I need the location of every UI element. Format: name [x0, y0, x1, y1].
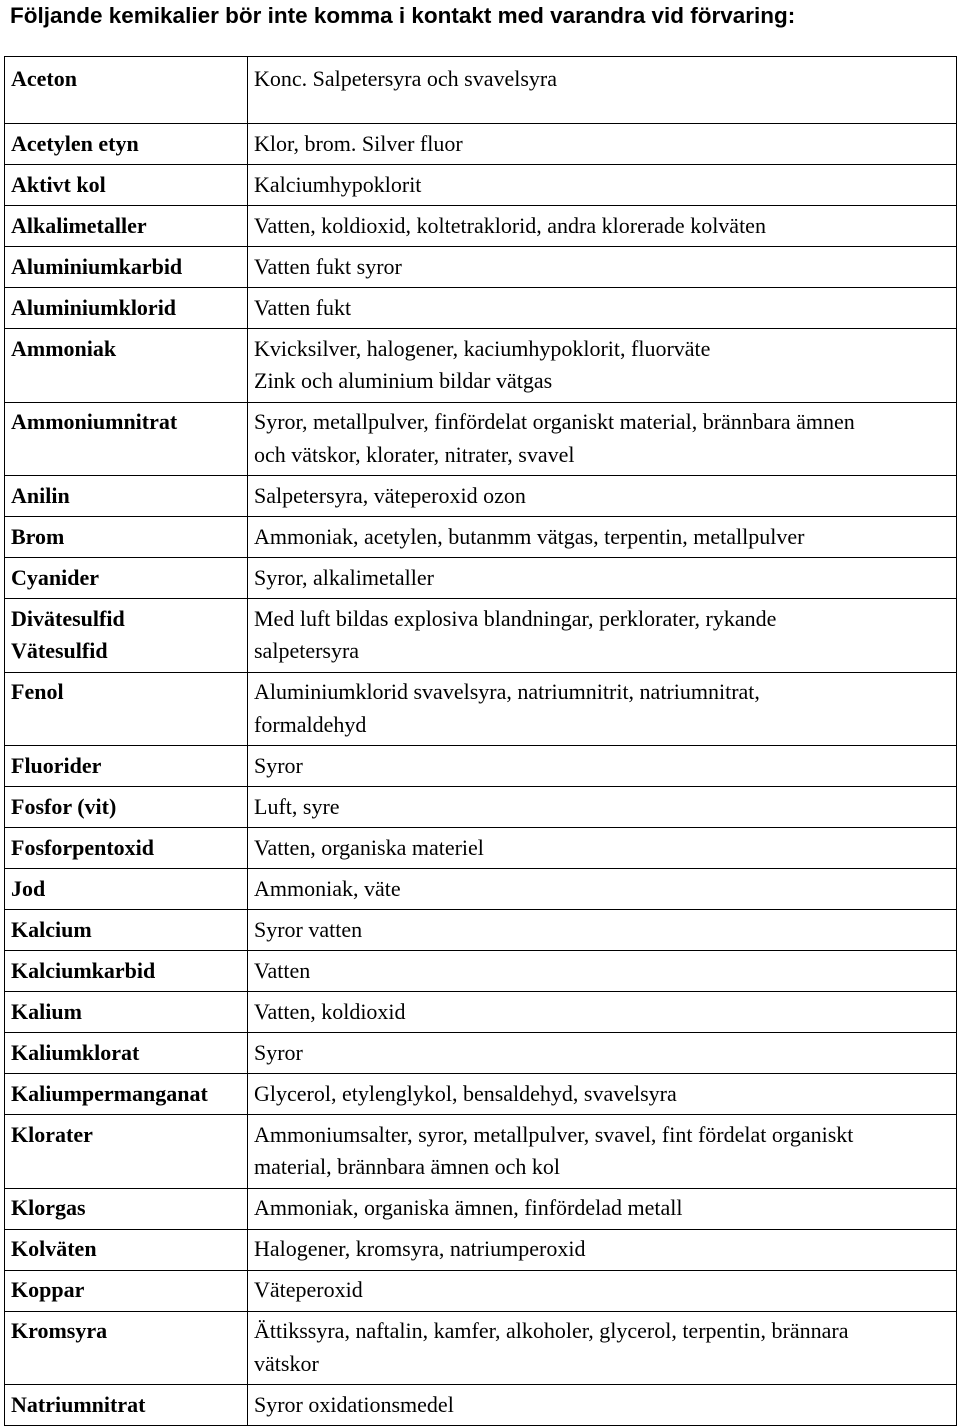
chemical-name-cell: [5, 672, 248, 746]
chemical-name: Aktivt kol: [11, 171, 106, 197]
incompatible-cell: [248, 746, 957, 787]
incompatible-cell: [248, 329, 957, 403]
chemical-name: Aluminiumklorid: [11, 294, 177, 320]
table-row: [5, 869, 957, 910]
incompatible-text: Väteperoxid: [254, 1277, 363, 1302]
incompatible-text: Vatten fukt syror: [254, 253, 402, 279]
table-row: [5, 1229, 957, 1270]
incompatible-cell: [248, 910, 957, 951]
chemical-name: Aluminiumkarbid: [11, 253, 183, 279]
table-row: [5, 787, 957, 828]
chemical-name-cell: [5, 1188, 248, 1229]
table-row: [5, 672, 957, 746]
chemical-name: Fosfor (vit): [11, 793, 117, 819]
incompatible-text: Vatten fukt: [254, 294, 352, 320]
table-row: [5, 402, 957, 476]
incompatible-cell: [248, 57, 957, 124]
incompatible-text: Syror, metallpulver, finfördelat organiskt material, brännbara ämnen: [254, 409, 855, 434]
incompatible-text: Konc. Salpetersyra och svavelsyra: [254, 66, 558, 91]
incompatible-text: Salpetersyra, väteperoxid ozon: [254, 482, 526, 508]
incompatible-cell: [248, 1270, 957, 1311]
incompatible-text: Kvicksilver, halogener, kaciumhypoklorit, fluorväte: [254, 335, 711, 361]
chemical-name: Kaliumklorat: [11, 1039, 140, 1065]
incompatible-cell: [248, 124, 957, 165]
incompatible-cell: [248, 1385, 957, 1426]
chemical-name-cell: [5, 165, 248, 206]
chemical-name: Kolväten: [11, 1236, 97, 1261]
incompatible-cell: [248, 992, 957, 1033]
incompatible-cell: [248, 206, 957, 247]
chemical-name-cell: [5, 1270, 248, 1311]
chemical-name: Brom: [11, 523, 65, 549]
chemical-name: Kalium: [11, 998, 82, 1024]
chemical-name-cell: [5, 746, 248, 787]
chemical-name: Divätesulfid: [11, 605, 125, 631]
incompatible-text: material, brännbara ämnen och kol: [254, 1154, 561, 1179]
incompatible-cell: [248, 1033, 957, 1074]
chemical-name: Kromsyra: [11, 1318, 108, 1343]
chemical-name: Ammoniumnitrat: [11, 409, 178, 434]
table-row: [5, 910, 957, 951]
table-row: [5, 517, 957, 558]
incompatible-text: Halogener, kromsyra, natriumperoxid: [254, 1236, 586, 1261]
table-row: [5, 1033, 957, 1074]
incompatible-text: Vatten: [254, 957, 311, 983]
table-row: [5, 1385, 957, 1426]
chemical-table-container: [4, 56, 956, 1426]
incompatible-cell: [248, 165, 957, 206]
chemical-name-cell: [5, 124, 248, 165]
chemical-name: Cyanider: [11, 564, 99, 590]
incompatible-text: Vatten, organiska materiel: [254, 834, 484, 860]
table-row: [5, 57, 957, 124]
table-row: [5, 992, 957, 1033]
chemical-name: Klorgas: [11, 1195, 86, 1220]
incompatible-text: Syror, alkalimetaller: [254, 564, 434, 590]
incompatible-cell: [248, 1229, 957, 1270]
chemical-name-cell: [5, 599, 248, 673]
chemical-name-cell: [5, 247, 248, 288]
chemical-name-cell: [5, 1311, 248, 1385]
table-row: [5, 951, 957, 992]
table-row: [5, 288, 957, 329]
chemical-name: Kaliumpermanganat: [11, 1080, 208, 1106]
table-body: [5, 57, 957, 1426]
chemical-name-cell: [5, 1074, 248, 1115]
incompatible-cell: [248, 672, 957, 746]
incompatible-text: Luft, syre: [254, 793, 340, 819]
incompatible-cell: [248, 247, 957, 288]
incompatible-text: Ammoniak, väte: [254, 875, 401, 901]
incompatible-text: Zink och aluminium bildar vätgas: [254, 368, 553, 393]
chemical-name: Natriumnitrat: [11, 1391, 146, 1417]
table-row: [5, 558, 957, 599]
chemical-name-cell: [5, 1033, 248, 1074]
incompatible-text: Vatten, koldioxid, koltetraklorid, andra klorerade kolväten: [254, 212, 766, 238]
chemical-name-cell: [5, 517, 248, 558]
table-row: [5, 206, 957, 247]
chemical-name-cell: [5, 992, 248, 1033]
chemical-name: Fosforpentoxid: [11, 834, 154, 860]
incompatible-text: salpetersyra: [254, 638, 360, 663]
incompatible-text: Kalciumhypoklorit: [254, 171, 422, 197]
incompatible-text: Ammoniak, acetylen, butanmm vätgas, terpentin, metallpulver: [254, 523, 805, 549]
table-row: [5, 746, 957, 787]
incompatible-cell: [248, 828, 957, 869]
incompatible-cell: [248, 1188, 957, 1229]
chemical-name-cell: [5, 869, 248, 910]
chemical-name-cell: [5, 1115, 248, 1189]
chemical-name: Jod: [11, 875, 46, 901]
table-row: [5, 828, 957, 869]
chemical-name-cell: [5, 1385, 248, 1426]
incompatible-cell: [248, 402, 957, 476]
incompatible-cell: [248, 1115, 957, 1189]
table-row: [5, 247, 957, 288]
chemical-compatibility-table: [4, 56, 957, 1426]
incompatible-cell: [248, 1074, 957, 1115]
chemical-name: Kalcium: [11, 916, 92, 942]
chemical-name: Fluorider: [11, 752, 102, 778]
incompatible-text: Klor, brom. Silver fluor: [254, 130, 463, 156]
incompatible-cell: [248, 558, 957, 599]
incompatible-cell: [248, 599, 957, 673]
chemical-name-cell: [5, 57, 248, 124]
table-row: [5, 1115, 957, 1189]
incompatible-cell: [248, 869, 957, 910]
incompatible-cell: [248, 288, 957, 329]
table-row: [5, 599, 957, 673]
table-row: [5, 124, 957, 165]
incompatible-text: Syror: [254, 752, 303, 778]
incompatible-text: Syror: [254, 1039, 303, 1065]
incompatible-text: formaldehyd: [254, 711, 367, 737]
chemical-name: Kalciumkarbid: [11, 957, 156, 983]
incompatible-cell: [248, 517, 957, 558]
table-row: [5, 1311, 957, 1385]
chemical-name-cell: [5, 787, 248, 828]
incompatible-text: Med luft bildas explosiva blandningar, perklorater, rykande: [254, 605, 777, 631]
chemical-name-cell: [5, 329, 248, 403]
incompatible-text: Syror vatten: [254, 916, 363, 942]
chemical-name: Koppar: [11, 1277, 85, 1302]
chemical-name-cell: [5, 288, 248, 329]
chemical-name: Ammoniak: [11, 335, 117, 361]
incompatible-text: Aluminiumklorid svavelsyra, natriumnitrit, natriumnitrat,: [254, 679, 760, 704]
chemical-name: Klorater: [11, 1121, 93, 1147]
chemical-name-cell: [5, 476, 248, 517]
incompatible-text: och vätskor, klorater, nitrater, svavel: [254, 441, 575, 467]
incompatible-text: Syror oxidationsmedel: [254, 1391, 454, 1417]
chemical-name: Anilin: [11, 482, 70, 508]
table-row: [5, 329, 957, 403]
table-row: [5, 1270, 957, 1311]
chemical-name-cell: [5, 828, 248, 869]
table-row: [5, 165, 957, 206]
chemical-name: Aceton: [11, 66, 77, 91]
incompatible-text: Glycerol, etylenglykol, bensaldehyd, svavelsyra: [254, 1080, 677, 1106]
incompatible-cell: [248, 951, 957, 992]
chemical-name-cell: [5, 951, 248, 992]
table-row: [5, 476, 957, 517]
incompatible-text: Ammoniak, organiska ämnen, finfördelad metall: [254, 1195, 683, 1220]
incompatible-text: vätskor: [254, 1350, 319, 1376]
page-title: Följande kemikalier bör inte komma i kontakt med varandra vid förvaring:: [10, 3, 796, 28]
chemical-name: Acetylen etyn: [11, 130, 139, 156]
chemical-name: Vätesulfid: [11, 638, 108, 663]
incompatible-cell: [248, 476, 957, 517]
incompatible-text: Ammoniumsalter, syror, metallpulver, svavel, fint fördelat organiskt: [254, 1121, 854, 1147]
incompatible-cell: [248, 787, 957, 828]
chemical-name-cell: [5, 206, 248, 247]
chemical-name-cell: [5, 402, 248, 476]
incompatible-text: Vatten, koldioxid: [254, 998, 406, 1024]
incompatible-text: Ättikssyra, naftalin, kamfer, alkoholer, glycerol, terpentin, brännara: [254, 1318, 849, 1343]
chemical-name: Alkalimetaller: [11, 212, 147, 238]
chemical-name-cell: [5, 1229, 248, 1270]
incompatible-cell: [248, 1311, 957, 1385]
chemical-name-cell: [5, 558, 248, 599]
table-row: [5, 1074, 957, 1115]
chemical-name: Fenol: [11, 679, 64, 704]
table-row: [5, 1188, 957, 1229]
chemical-name-cell: [5, 910, 248, 951]
